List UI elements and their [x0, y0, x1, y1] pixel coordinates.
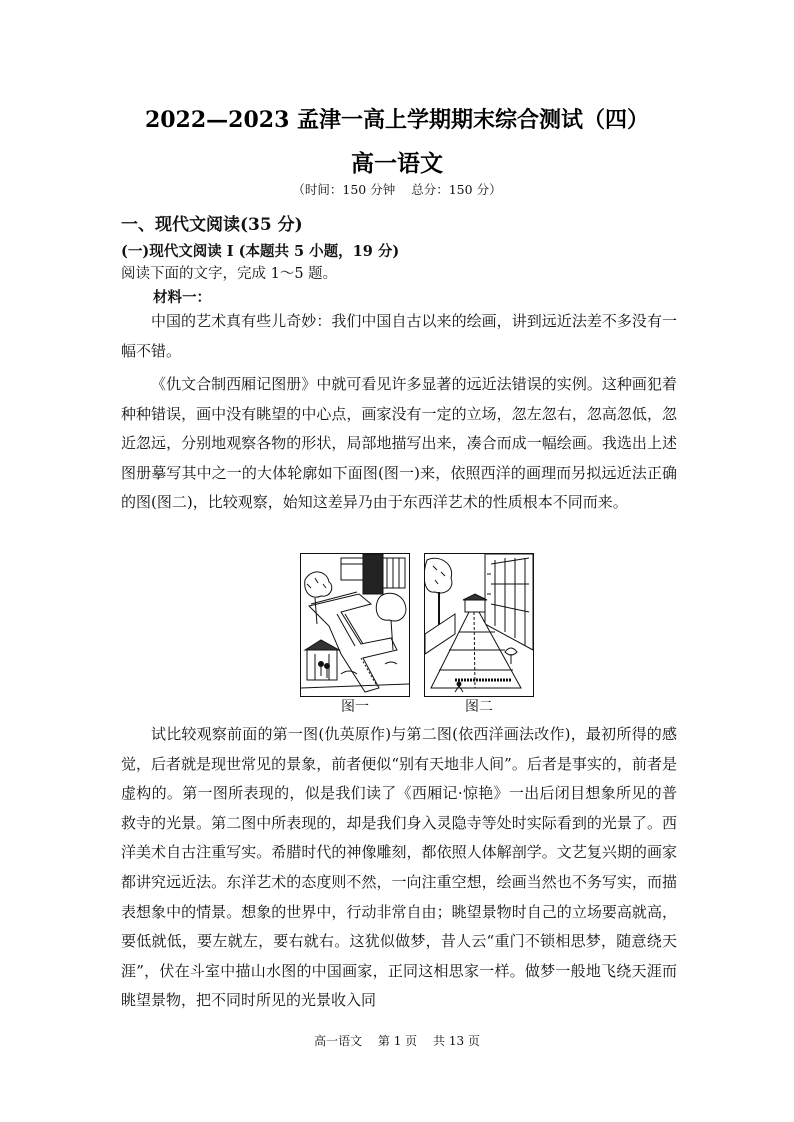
footer-total-pages: 共 13 页: [433, 1034, 480, 1048]
exam-score: 总分：150 分）: [411, 182, 502, 197]
exam-title: 2022—2023 孟津一高上学期期末综合测试（四）: [144, 107, 650, 133]
paragraph: 试比较观察前面的第一图(仇英原作)与第二图(依西洋画法改作)，最初所得的感觉，后者就是现世常见的景象，前者便似“别有天地非人间”。后者是事实的，前者是虚构的。第一图所表现的，似是我们读了《西厢记·惊艳》一出后闭目想象所见的普救寺的光景。第二图中所表现的，却是我们身入灵隐寺等处时实际看到的光景了。西洋美术自古注重写实。希腊时代的神像雕刻，都依照人体解剖学。文艺复兴期的画家都讲究远近法。东洋艺术的态度则不然，一向注重空想，绘画当然也不务写实，而描表想象中的情景。想象的世界中，行动非常自由；眺望景物时自己的立场要高就高，要低就低，要左就左，要右就右。这犹似做梦，昔人云“重门不锁相思梦，随意绕天涯”，伏在斗室中描山水图的中国画家，正同这相思家一样。做梦一般地飞绕天涯而眺望景物，把不同时所见的光景收入同: [121, 725, 677, 1010]
exam-info: [0, 180, 794, 198]
paragraph: 中国的艺术真有些儿奇妙：我们中国自古以来的绘画，讲到远近法差不多没有一幅不错。: [121, 312, 677, 360]
page-footer: [0, 1032, 794, 1049]
instruction-text: 阅读下面的文字，完成 1～5 题。: [121, 266, 338, 282]
western-perspective-drawing: [425, 554, 533, 696]
section-heading: 一、现代文阅读(35 分): [121, 215, 303, 235]
figure-2-caption: 图二: [465, 699, 493, 715]
exam-time: （时间：150 分钟: [292, 182, 396, 197]
figure-1-image: [300, 553, 410, 697]
paragraph: 《仇文合制西厢记图册》中就可看见许多显著的远近法错误的实例。这种画犯着种种错误，画中没有眺望的中心点，画家没有一定的立场，忽左忽右，忽高忽低，忽近忽远，分别地观察各物的形状，局部地描写出来，凑合而成一幅绘画。我选出上述图册摹写其中之一的大体轮廓如下面图(图一)来，依照西洋的画理而另拟远近法正确的图(图二)，比较观察，始知这差异乃由于东西洋艺术的性质根本不同而来。: [121, 375, 677, 512]
figure-1-caption: 图一: [341, 699, 369, 715]
subsection-heading: (一)现代文阅读 I (本题共 5 小题，19 分): [121, 243, 400, 260]
exam-subtitle: 高一语文: [351, 150, 443, 177]
material-label: 材料一：: [153, 289, 211, 306]
traditional-perspective-drawing: [301, 554, 409, 696]
footer-page-number: 第 1 页: [377, 1034, 418, 1048]
footer-subject: 高一语文: [314, 1034, 363, 1048]
figure-2-image: [424, 553, 534, 697]
